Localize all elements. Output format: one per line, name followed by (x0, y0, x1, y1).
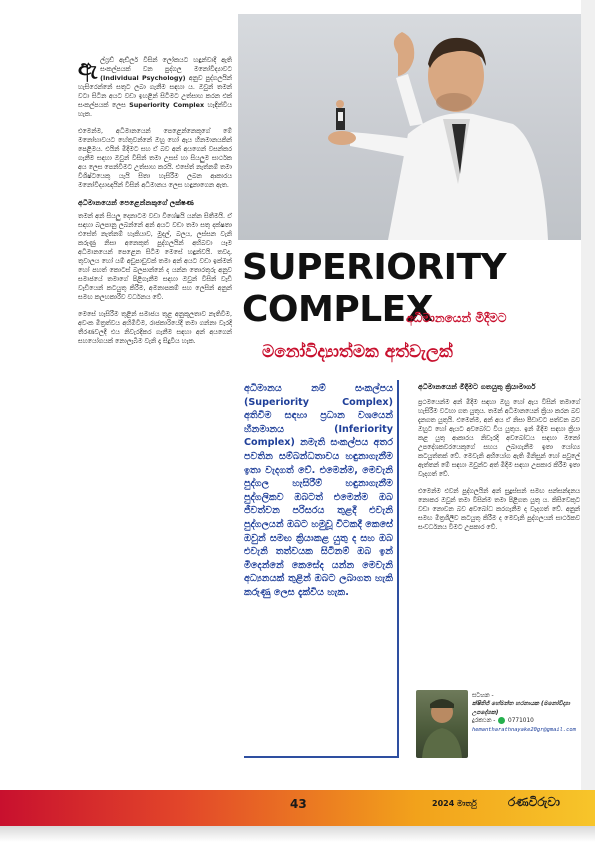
author-photo (416, 690, 468, 758)
title-line-1: SUPERIORITY (242, 247, 507, 288)
author-phone-line (472, 717, 584, 725)
author-label: සටහන - (472, 693, 494, 699)
phone-label: දුරකථන - (472, 718, 496, 725)
article-title (238, 248, 583, 378)
intro-term-superiority-complex: Superiority Complex (129, 101, 205, 109)
author-credits (472, 692, 584, 734)
intro-text-a: ල්ෆ්‍රඩ් ඇඩ්ලර් විසින් ලෝකයට හඳුන්වාදී ඇති සංකල්පයක් වන පුද්ගල මනෝවිද්‍යාවට (100, 56, 232, 73)
footer-shadow (0, 826, 595, 842)
remedies-paragraph-2: එමෙන්ම එවන් පුද්ගලයින් අන් සුදුස්සන් සමඟ සන්සන්දනය නොකර ඔවුන් තමා විසින්ම තමා පිළිගත යුතු ය. කිසිවෙකුට වඩා නොවන බව අවබෝධ කරගැනීම ද වැදගත් වේ. අනුන් සමඟ මිත්‍රශීලීව කටයුතු කිරීම ද මෙවැනි පුද්ගලයන් සාර්ථකව සංවර්ධනය වීමට උපකාර වේ. (418, 488, 580, 531)
header-photo (238, 14, 581, 240)
traits-heading: අධිමානයෙන් පෙළෙන්නකුගේ ලක්ෂණ (78, 198, 194, 207)
author-box (416, 690, 584, 768)
effects-paragraph: මෙසේ හැසිරීම තුළින් සමාජය තුළ අනුකූලතාව නැතිවීම, අවංක මිත්‍රත්වය අහිමිවීම, රාජකාරියේදී තමා ගන්නා වැරදි තීරණවලදී එය නිවැරදිකර ගැනීම සඳහා අන් අයගෙන් සහයෝගයක් නොලැබීම වැනි දෑ සිදුවිය හැක. (78, 310, 232, 345)
highlight-text: අධිමානය නම් සංකල්පය (Superiority Complex) අතිවිම සඳහා ප්‍රධාන වශයෙන් හීනමානය (Inferiority Complex) නමැති සංකල්පය අතර පවතින සම්බන්ධතාවය හඳුනාගැනීම ඉතා වැදගත් වේ. එමෙන්ම, මෙවැනි පුද්ගල හැසිරීම් හඳුනාගැනීම පුද්ගලිකව ඔබටත් එමෙන්ම ඔබ ජීවත්වන පරිසරය තුළදී එවැනි පුද්ගලයන් ඔබට හමුවූ විටකදී කෙසේ ඔවුන් සමඟ ක්‍රියාකළ යුතු ද සහ ඔබ එවැනි තත්වයක සිටීනම් ඔබ ඉන් මිදෙන්නේ කෙසේද යන්න මෙවැනි අධ්‍යනයක් තුළින් ඔබට ලබාගත හැකි කරුණු ලෙස දැක්විය හැක. (244, 383, 393, 598)
man-holding-tiny-person-illustration (238, 14, 581, 240)
intro-text-c: හැඳින්විය හැක. (78, 101, 232, 118)
intro-paragraph-2: එමෙන්ම, අධිමානයෙන් පෙළෙන්නෙකුගේ මේ මනෝභාවයට හේතුවන්නේ ඔහු හෝ ඇය හීනමානයකින් පෙළීමය. එයින් මිදීමට සහ ඒ බව අන් අයගෙන් වසන්කර ගැනීම සඳහා ඔවුන් විසින් තමා උසස් හා සියලුම සාර්ථක අය ලෙස පෙන්වීමට උත්සාහ කරයි. එසේත් නැත්නම් තමා විශිෂ්ටයෙකු යැයි සිතා හැසිරීම ලබන ආකාරය මනෝවිද්‍යාඥයින් විසින් අධිමානය ලෙස හඳුනාගෙන ඇත. (78, 127, 232, 189)
highlight-column (244, 380, 399, 758)
title-line-2: COMPLEX (242, 289, 434, 330)
title-sinhala-subtitle: අධිමානයෙන් මිදීමට (406, 311, 507, 325)
remedies-heading: අධිමානයෙන් මිදීමට ගතයුතු ක්‍රියාමාර්ග (418, 382, 536, 391)
magazine-name: රණවිරුවා (508, 795, 560, 809)
intro-term-individual-psychology: (Individual Psychology) (100, 74, 186, 82)
whatsapp-icon (498, 717, 505, 724)
left-column (78, 56, 232, 354)
traits-paragraph: තමන් අන් සියලු දෙනාටම වඩා විශේෂයි යන්න සිතීමයි. ඒ සඳහා බලපානු ලබන්නේ අන් අයට වඩා තමා සතු දක්ෂතා එසේත් නැත්නම් හැකියාව, මුදල්, බලය, ලස්සන වැනි කරුණු නිසා අනෙකුත් පුද්ගලයින් අභිබවා යෑම අධිමානයෙන් පෙළෙන සිටීම මෙසේ හඳුන්වයි. තවද, තුවාලය හෝ යම් අඩුපාඩුවක් තමා අන් අයට වඩා ඉක්මන් හෝ පහත් කොටස් බලපාන්නේ ද යන්න තොරතුරු අනුව සමාජයේ තමාගේ පිළිගැනීම සඳහා ඔවුන් විසින් වැඩි වැඩියෙන් කටයුතු කිරීම, අමනාපකම් සහ ලෙසින් අනුන් සමඟ කලහකාරීව වර්ධනය වේ. (78, 212, 232, 301)
title-sinhala-main: මනෝවිද්‍යාත්මක අත්වැලක් (262, 342, 453, 362)
remedies-paragraph-1: ප්‍රථමයෙන්ම අන් මිදීම සඳහා ඔහු හෝ ඇය විසින් තමාගේ හැසිරීම වටහා ගත යුතුය. තමන් අධිමානයෙන් ක්‍රියා කරන බව දැනගත යුතුයි. එමෙන්ම, අන් අය ඒ නිසා පීඩාවට පත්වන බව ඔහුට හෝ ඇයට අවබෝධ විය යුතුය. ඉන් මිදීම සඳහා ක්‍රියා කළ යුතු ආකාරය නිවැරදි අවබෝධය සඳහා මනෝ උපදේශකවරයෙකුගේ සහය ලබාගැනීම ඉතා යෝග්‍ය කටයුත්තක් වේ. මෙවැනි අභියෝග ඇති මිනිසුන් හෝ පවුලේ ඇත්තන් මේ සඳහා ඔවුන්ට අත් මිදීම සඳහා උපකාර කිරීම ඉතා වැදගත් වේ. (418, 399, 580, 478)
intro-text-b: අනුව පුද්ගලයින් හැසිරෙන්නේ සතුට ලබා ගැනීම සඳහා ය. ඔවුන් තමන් වටා සිටින අයට වඩා ඉහළින් සිටීමට උත්සාහ කරන එක් සංකල්පයක් ලෙස (78, 74, 232, 109)
author-name: ක්ෂිතිජ් හේමන්ත හරනායක (මනෝවිද්‍යා උපදේශක) (472, 701, 570, 716)
page-footer (0, 780, 595, 842)
issue-date: 2024 මාර්තු (432, 799, 477, 808)
page-number: 43 (290, 797, 307, 811)
dropcap: ඇ (78, 55, 98, 81)
intro-paragraph-1 (78, 56, 232, 119)
right-column (418, 382, 580, 540)
author-phone: 0771010 (508, 718, 534, 725)
author-email: hemantharathnayake20gr@gmail.com (472, 726, 576, 733)
